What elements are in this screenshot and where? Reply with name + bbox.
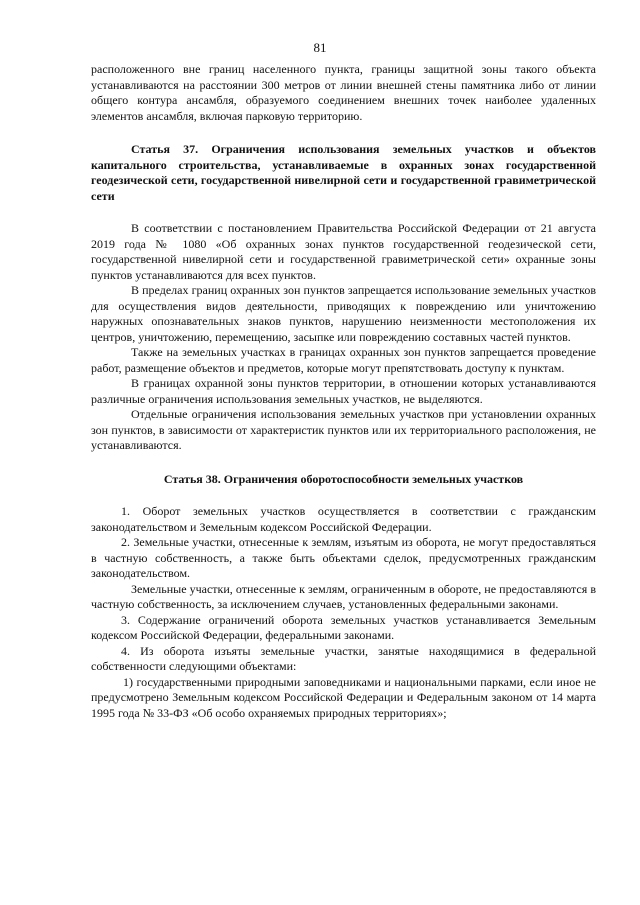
article-38-item: 3. Содержание ограничений оборота земельных участков устанавливается Земельным кодексом Российской Федерации, федеральными законами. [91, 612, 596, 642]
article-37-paragraph: В пределах границ охранных зон пунктов запрещается использование земельных участков для осуществления видов деятельности, приводящих к повреждению или уничтожению наружных опознавательных знаков пунктов, нарушению неизменности местоположения их центров, уничтожению, перемещению, засыпке или повреждению составных частей пунктов. [91, 283, 596, 344]
article-38-item: Земельные участки, отнесенные к землям, ограниченным в обороте, не предоставляются в частную собственность, за исключением случаев, установленных федеральными законами. [91, 581, 596, 611]
article-37-paragraph: В границах охранной зоны пунктов территории, в отношении которых устанавливаются различные ограничения использования земельных участков, не выделяются. [91, 376, 596, 406]
intro-paragraph: расположенного вне границ населенного пункта, границы защитной зоны такого объекта устанавливаются на расстоянии 300 метров от линии внешней стены памятника либо от линии общего контура ансамбля, образуемого соединением внешних точек наиболее удаленных элементов ансамбля, включая парковую территорию. [91, 62, 596, 123]
article-38-item: 2. Земельные участки, отнесенные к землям, изъятым из оборота, не могут предоставляться в частную собственность, а также быть объектами сделок, предусмотренных гражданским законодательством. [91, 535, 596, 580]
page-content [91, 62, 596, 721]
article-37-paragraph: Также на земельных участках в границах охранных зон пунктов запрещается проведение работ, размещение объектов и предметов, которые могут препятствовать доступу к пунктам. [91, 345, 596, 375]
article-37-paragraph: Отдельные ограничения использования земельных участков при установлении охранных зон пунктов, в зависимости от характеристик пунктов или их территориального расположения, не устанавливаются. [91, 407, 596, 452]
article-38-item: 4. Из оборота изъяты земельные участки, занятые находящимися в федеральной собственности следующими объектами: [91, 643, 596, 673]
article-38-subitem: 1) государственными природными заповедниками и национальными парками, если иное не предусмотрено Земельным кодексом Российской Федерации и Федеральным законом от 14 марта 1995 года № 33-ФЗ «Об особо охраняемых природных территориях»; [91, 674, 596, 720]
article-37-heading: Статья 37. Ограничения использования земельных участков и объектов капитального строительства, устанавливаемые в охранных зонах государственной геодезической сети, государственной нивелирной сети и государственной гравиметрической сети [91, 142, 596, 203]
article-37-paragraph: В соответствии с постановлением Правительства Российской Федерации от 21 августа 2019 года № 1080 «Об охранных зонах пунктов государственной геодезической сети, государственной нивелирной сети и государственной гравиметрической сети» охранные зоны пунктов устанавливаются для всех пунктов. [91, 221, 596, 282]
article-38-item: 1. Оборот земельных участков осуществляется в соответствии с гражданским законодательством и Земельным кодексом Российской Федерации. [91, 504, 596, 534]
page-number: 81 [313, 40, 327, 55]
article-38-heading: Статья 38. Ограничения оборотоспособности земельных участков [163, 471, 524, 486]
